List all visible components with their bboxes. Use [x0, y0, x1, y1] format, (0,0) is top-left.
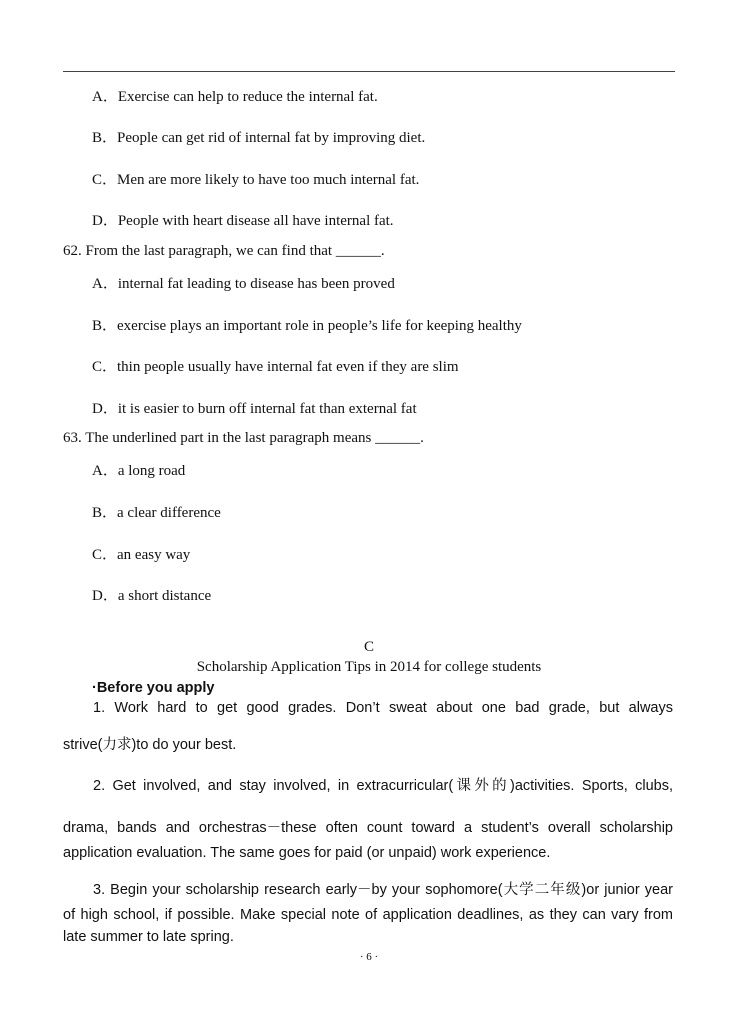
- section-letter: C: [363, 639, 374, 655]
- section-title: Scholarship Application Tips in 2014 for college students: [196, 659, 542, 675]
- header-rule: [63, 71, 675, 72]
- q61-option-b: B．People can get rid of internal fat by improving diet.: [92, 130, 426, 146]
- q63-option-b: B．a clear difference: [92, 505, 221, 521]
- q62-option-b: B．exercise plays an important role in people’s life for keeping healthy: [92, 318, 522, 334]
- q62-option-d: D．it is easier to burn off internal fat than external fat: [92, 401, 417, 417]
- q63-option-d: D．a short distance: [92, 588, 212, 604]
- q62-option-c: C．thin people usually have internal fat even if they are slim: [92, 359, 459, 375]
- q61-option-d: D．People with heart disease all have internal fat.: [92, 213, 394, 229]
- q63-option-c: C．an easy way: [92, 547, 191, 563]
- tip2-line1: 2. Get involved, and stay involved, in extracurricular(课外的)activities. Sports, clubs,: [93, 778, 673, 794]
- tip1-line2: strive(力求)to do your best.: [63, 737, 237, 753]
- section-subheading: ·Before you apply: [92, 680, 215, 696]
- tip3-line2: of high school, if possible. Make special note of application deadlines, as they can vary from: [63, 907, 673, 923]
- tip2-line2: drama, bands and orchestras－these often count toward a student’s overall scholarship: [63, 820, 673, 836]
- q63-stem: 63. The underlined part in the last paragraph means ______.: [63, 430, 424, 446]
- page-number: · 6 ·: [359, 951, 379, 963]
- q63-option-a: A．a long road: [92, 463, 186, 479]
- tip2-line3: application evaluation. The same goes for paid (or unpaid) work experience.: [63, 845, 551, 861]
- tip1-line1: 1. Work hard to get good grades. Don’t sweat about one bad grade, but always: [93, 700, 673, 716]
- q62-option-a: A．internal fat leading to disease has been proved: [92, 276, 395, 292]
- tip3-line1: 3. Begin your scholarship research early－by your sophomore(大学二年级)or junior year: [93, 882, 673, 898]
- q61-option-c: C．Men are more likely to have too much internal fat.: [92, 172, 420, 188]
- q62-stem: 62. From the last paragraph, we can find that ______.: [63, 243, 385, 259]
- tip3-line3: late summer to late spring.: [63, 929, 234, 945]
- q61-option-a: A．Exercise can help to reduce the internal fat.: [92, 89, 378, 105]
